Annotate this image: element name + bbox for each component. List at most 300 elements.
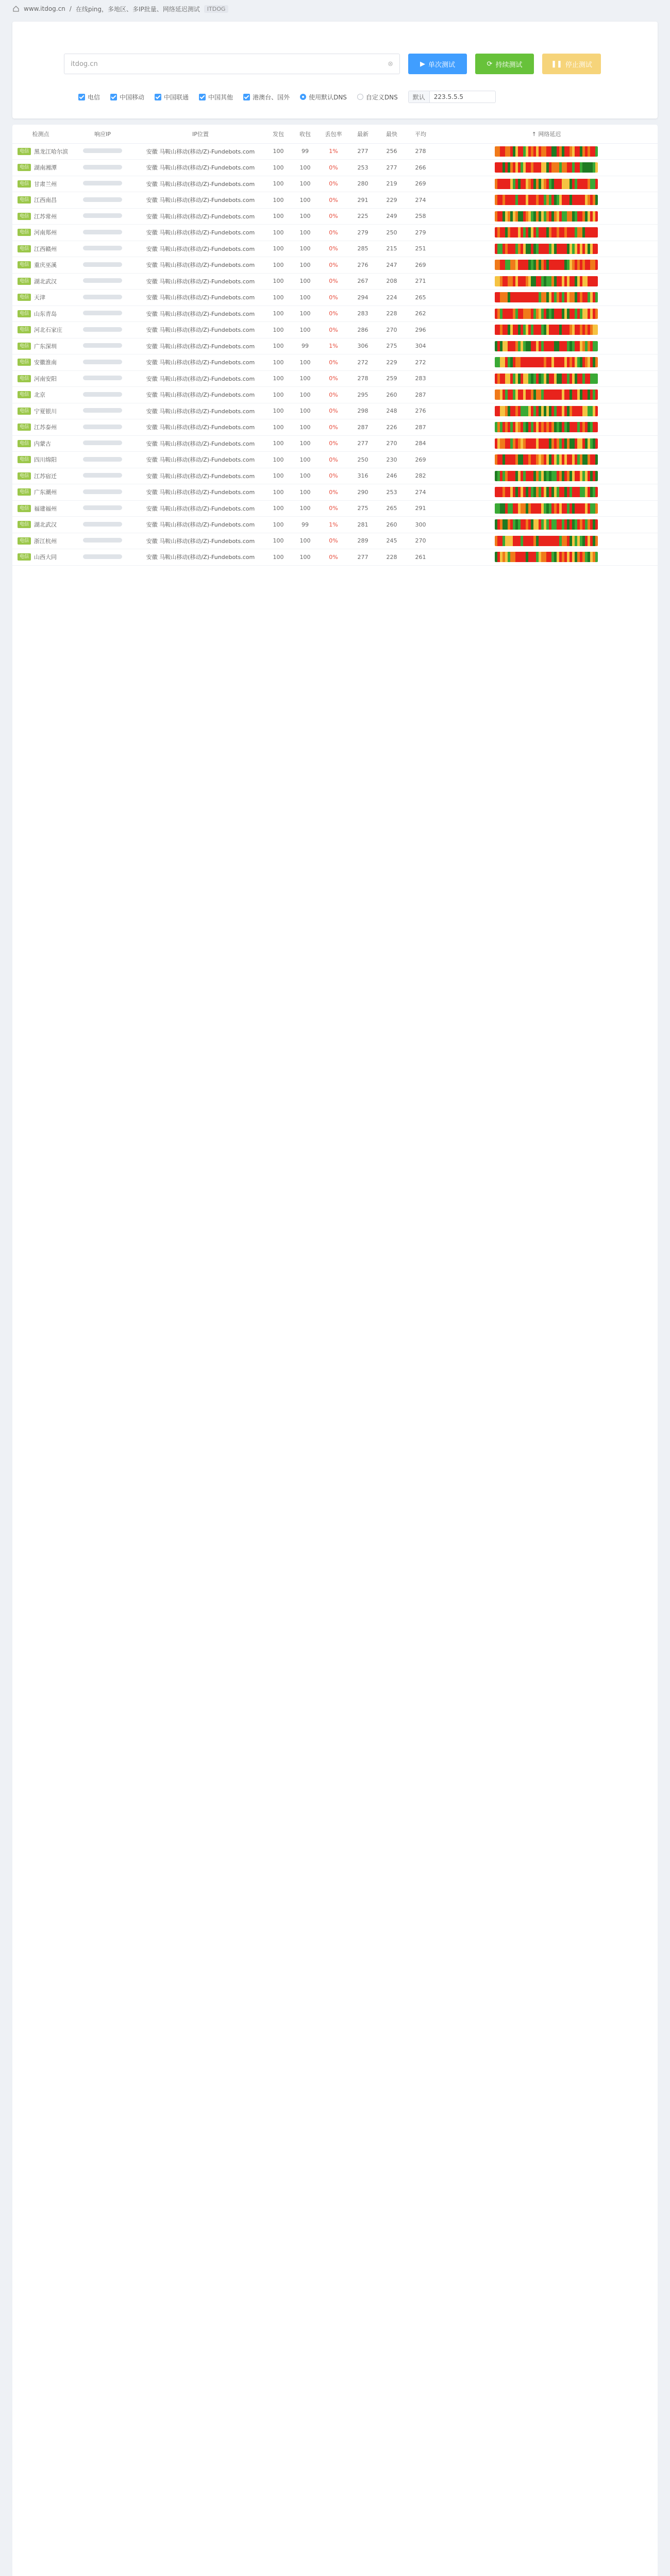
latency-strip[interactable] bbox=[495, 211, 598, 222]
ip-redacted bbox=[83, 278, 122, 283]
ip-redacted bbox=[83, 262, 122, 267]
isp-badge: 电信 bbox=[18, 278, 31, 285]
cell-ip bbox=[69, 484, 136, 501]
cell-loss: 0% bbox=[319, 306, 348, 322]
latency-sample bbox=[595, 487, 598, 497]
table-row bbox=[12, 387, 658, 403]
cell-min: 228 bbox=[377, 549, 406, 566]
cell-received: 100 bbox=[292, 419, 319, 436]
cell-loss: 0% bbox=[319, 370, 348, 387]
cell-loss: 0% bbox=[319, 452, 348, 468]
ip-redacted bbox=[83, 425, 122, 429]
cell-latency-strip bbox=[435, 208, 658, 225]
cell-min: 230 bbox=[377, 452, 406, 468]
table-row bbox=[12, 208, 658, 225]
cell-ip-location: 安徽 马鞍山移动(移动/Z)-Fundebots.com bbox=[136, 484, 265, 501]
table-row bbox=[12, 435, 658, 452]
location-name: 黑龙江哈尔滨 bbox=[34, 148, 68, 155]
search-input[interactable] bbox=[64, 54, 400, 74]
cell-location bbox=[12, 338, 69, 354]
cell-avg: 269 bbox=[406, 176, 435, 192]
cell-location bbox=[12, 517, 69, 533]
cell-min: 260 bbox=[377, 387, 406, 403]
table-row bbox=[12, 533, 658, 549]
cell-ip-location: 安徽 马鞍山移动(移动/Z)-Fundebots.com bbox=[136, 306, 265, 322]
ip-redacted bbox=[83, 197, 122, 202]
location-name: 浙江杭州 bbox=[34, 537, 57, 545]
cell-latest: 283 bbox=[348, 306, 377, 322]
cell-sent: 100 bbox=[265, 354, 292, 371]
breadcrumb-tag: ITDOG bbox=[204, 5, 229, 13]
dns-field-value: 223.5.5.5 bbox=[433, 93, 464, 100]
filter-mobile[interactable] bbox=[110, 93, 144, 101]
cell-latest: 287 bbox=[348, 419, 377, 436]
cell-latency-strip bbox=[435, 452, 658, 468]
filter-label: 港澳台、国外 bbox=[253, 93, 290, 101]
isp-badge: 电信 bbox=[18, 488, 31, 496]
cell-avg: 304 bbox=[406, 338, 435, 354]
cell-ip bbox=[69, 387, 136, 403]
isp-badge: 电信 bbox=[18, 521, 31, 528]
table-row bbox=[12, 468, 658, 484]
cell-loss: 0% bbox=[319, 403, 348, 419]
table-row bbox=[12, 225, 658, 241]
latency-sample bbox=[595, 179, 598, 189]
cell-ip bbox=[69, 517, 136, 533]
isp-badge: 电信 bbox=[18, 196, 31, 204]
cell-loss: 0% bbox=[319, 257, 348, 274]
table-row bbox=[12, 143, 658, 160]
dns-custom-radio[interactable] bbox=[357, 93, 398, 101]
cell-loss: 0% bbox=[319, 273, 348, 290]
cell-sent: 100 bbox=[265, 176, 292, 192]
cell-latency-strip bbox=[435, 143, 658, 160]
cell-latest: 277 bbox=[348, 549, 377, 566]
cell-avg: 279 bbox=[406, 225, 435, 241]
cell-sent: 100 bbox=[265, 160, 292, 176]
table-row bbox=[12, 370, 658, 387]
latency-sample bbox=[595, 195, 598, 205]
col-header-latency[interactable]: ↑ 网络延迟 bbox=[435, 125, 658, 143]
location-name: 重庆巫溪 bbox=[34, 262, 57, 269]
cell-min: 228 bbox=[377, 306, 406, 322]
cell-loss: 0% bbox=[319, 176, 348, 192]
latency-strip[interactable] bbox=[495, 552, 598, 562]
cell-min: 247 bbox=[377, 257, 406, 274]
cell-location bbox=[12, 143, 69, 160]
isp-badge: 电信 bbox=[18, 310, 31, 317]
cell-ip-location: 安徽 马鞍山移动(移动/Z)-Fundebots.com bbox=[136, 208, 265, 225]
cell-sent: 100 bbox=[265, 257, 292, 274]
cell-min: 265 bbox=[377, 500, 406, 517]
isp-badge: 电信 bbox=[18, 148, 31, 155]
cell-location bbox=[12, 160, 69, 176]
latency-sample bbox=[595, 146, 598, 157]
cell-latency-strip bbox=[435, 403, 658, 419]
cell-sent: 100 bbox=[265, 419, 292, 436]
cell-latency-strip bbox=[435, 387, 658, 403]
cell-avg: 282 bbox=[406, 468, 435, 484]
cell-avg: 276 bbox=[406, 403, 435, 419]
latency-strip[interactable] bbox=[495, 309, 598, 319]
table-row bbox=[12, 452, 658, 468]
cell-received: 100 bbox=[292, 241, 319, 257]
col-header-ip[interactable]: 响应IP bbox=[69, 125, 136, 143]
cell-latest: 225 bbox=[348, 208, 377, 225]
cell-latency-strip bbox=[435, 338, 658, 354]
isp-badge: 电信 bbox=[18, 456, 31, 463]
filter-unicom[interactable] bbox=[155, 93, 189, 101]
latency-strip[interactable] bbox=[495, 357, 598, 367]
cell-received: 100 bbox=[292, 225, 319, 241]
continuous-test-button[interactable] bbox=[475, 54, 534, 74]
cell-location bbox=[12, 435, 69, 452]
cell-received: 100 bbox=[292, 500, 319, 517]
location-name: 湖北武汉 bbox=[34, 521, 57, 529]
cell-avg: 274 bbox=[406, 192, 435, 209]
cell-min: 245 bbox=[377, 533, 406, 549]
cell-location bbox=[12, 322, 69, 338]
cell-sent: 100 bbox=[265, 306, 292, 322]
latency-strip[interactable] bbox=[495, 292, 598, 302]
latency-sample bbox=[595, 422, 598, 432]
cell-avg: 262 bbox=[406, 306, 435, 322]
cell-ip bbox=[69, 306, 136, 322]
single-test-label: 单次测试 bbox=[428, 60, 455, 69]
latency-strip[interactable] bbox=[495, 536, 598, 546]
cell-ip-location: 安徽 马鞍山移动(移动/Z)-Fundebots.com bbox=[136, 500, 265, 517]
filter-telecom[interactable] bbox=[78, 93, 100, 101]
cell-min: 250 bbox=[377, 225, 406, 241]
cell-avg: 270 bbox=[406, 533, 435, 549]
table-row bbox=[12, 500, 658, 517]
cell-ip-location: 安徽 马鞍山移动(移动/Z)-Fundebots.com bbox=[136, 290, 265, 306]
cell-min: 208 bbox=[377, 273, 406, 290]
latency-strip[interactable] bbox=[495, 227, 598, 238]
cell-ip bbox=[69, 322, 136, 338]
stop-test-label: 停止测试 bbox=[565, 60, 592, 69]
latency-sample bbox=[595, 162, 598, 173]
col-header-loss[interactable]: 丢包率 bbox=[319, 125, 348, 143]
cell-ip-location: 安徽 马鞍山移动(移动/Z)-Fundebots.com bbox=[136, 403, 265, 419]
cell-ip bbox=[69, 257, 136, 274]
location-name: 安徽淮南 bbox=[34, 359, 57, 366]
cell-latency-strip bbox=[435, 257, 658, 274]
cell-ip-location: 安徽 马鞍山移动(移动/Z)-Fundebots.com bbox=[136, 143, 265, 160]
cell-latency-strip bbox=[435, 517, 658, 533]
location-name: 河北石家庄 bbox=[34, 327, 62, 334]
cell-loss: 0% bbox=[319, 468, 348, 484]
latency-strip[interactable] bbox=[495, 503, 598, 514]
table-header-row bbox=[12, 125, 658, 143]
latency-strip[interactable] bbox=[495, 471, 598, 481]
ip-redacted bbox=[83, 230, 122, 234]
cell-received: 100 bbox=[292, 306, 319, 322]
cell-ip-location: 安徽 马鞍山移动(移动/Z)-Fundebots.com bbox=[136, 160, 265, 176]
breadcrumb bbox=[0, 0, 670, 18]
cell-received: 100 bbox=[292, 257, 319, 274]
isp-badge: 电信 bbox=[18, 375, 31, 382]
filter-label: 电信 bbox=[88, 93, 100, 101]
cell-latest: 279 bbox=[348, 225, 377, 241]
cell-loss: 0% bbox=[319, 354, 348, 371]
latency-sample bbox=[595, 374, 598, 384]
table-row bbox=[12, 484, 658, 501]
table-row bbox=[12, 273, 658, 290]
latency-strip[interactable] bbox=[495, 146, 598, 157]
stop-test-button[interactable] bbox=[542, 54, 601, 74]
cell-ip bbox=[69, 143, 136, 160]
location-name: 河南郑州 bbox=[34, 229, 57, 236]
table-row bbox=[12, 322, 658, 338]
breadcrumb-site[interactable]: www.itdog.cn bbox=[24, 5, 65, 12]
cell-location bbox=[12, 290, 69, 306]
col-header-avg[interactable]: 平均 bbox=[406, 125, 435, 143]
cell-loss: 0% bbox=[319, 290, 348, 306]
col-header-received[interactable]: 收包 bbox=[292, 125, 319, 143]
cell-latest: 277 bbox=[348, 435, 377, 452]
cell-ip-location: 安徽 马鞍山移动(移动/Z)-Fundebots.com bbox=[136, 192, 265, 209]
cell-loss: 0% bbox=[319, 225, 348, 241]
cell-ip-location: 安徽 马鞍山移动(移动/Z)-Fundebots.com bbox=[136, 176, 265, 192]
latency-strip[interactable] bbox=[495, 325, 598, 335]
home-icon[interactable] bbox=[12, 5, 20, 12]
cell-latest: 267 bbox=[348, 273, 377, 290]
cell-latest: 290 bbox=[348, 484, 377, 501]
cell-latest: 306 bbox=[348, 338, 377, 354]
location-name: 山东青岛 bbox=[34, 310, 57, 317]
latency-sample bbox=[595, 276, 598, 286]
single-test-button[interactable] bbox=[408, 54, 467, 74]
cell-loss: 0% bbox=[319, 500, 348, 517]
cell-loss: 0% bbox=[319, 549, 348, 566]
latency-strip[interactable] bbox=[495, 260, 598, 270]
cell-loss: 0% bbox=[319, 387, 348, 403]
cell-received: 99 bbox=[292, 143, 319, 160]
cell-avg: 296 bbox=[406, 322, 435, 338]
table-row bbox=[12, 354, 658, 371]
isp-badge: 电信 bbox=[18, 537, 31, 545]
col-header-location[interactable]: 检测点 bbox=[12, 125, 69, 143]
cell-latest: 253 bbox=[348, 160, 377, 176]
cell-sent: 100 bbox=[265, 370, 292, 387]
cell-sent: 100 bbox=[265, 338, 292, 354]
search-row bbox=[64, 54, 601, 74]
cell-avg: 266 bbox=[406, 160, 435, 176]
cell-location bbox=[12, 257, 69, 274]
cell-latest: 295 bbox=[348, 387, 377, 403]
cell-ip-location: 安徽 马鞍山移动(移动/Z)-Fundebots.com bbox=[136, 419, 265, 436]
isp-badge: 电信 bbox=[18, 553, 31, 561]
cell-avg: 251 bbox=[406, 241, 435, 257]
isp-badge: 电信 bbox=[18, 245, 31, 252]
cell-ip-location: 安徽 马鞍山移动(移动/Z)-Fundebots.com bbox=[136, 322, 265, 338]
cell-latency-strip bbox=[435, 354, 658, 371]
latency-strip[interactable] bbox=[495, 487, 598, 497]
location-name: 江苏泰州 bbox=[34, 424, 57, 431]
cell-ip-location: 安徽 马鞍山移动(移动/Z)-Fundebots.com bbox=[136, 225, 265, 241]
cell-ip bbox=[69, 468, 136, 484]
cell-latest: 298 bbox=[348, 403, 377, 419]
cell-min: 270 bbox=[377, 435, 406, 452]
latency-strip[interactable] bbox=[495, 519, 598, 530]
cell-loss: 1% bbox=[319, 517, 348, 533]
latency-strip[interactable] bbox=[495, 389, 598, 400]
ip-redacted bbox=[83, 311, 122, 315]
latency-strip[interactable] bbox=[495, 244, 598, 254]
latency-strip[interactable] bbox=[495, 438, 598, 449]
filter-other[interactable] bbox=[199, 93, 233, 101]
cell-latency-strip bbox=[435, 322, 658, 338]
cell-latest: 276 bbox=[348, 257, 377, 274]
cell-ip-location: 安徽 马鞍山移动(移动/Z)-Fundebots.com bbox=[136, 517, 265, 533]
cell-ip bbox=[69, 273, 136, 290]
table-row bbox=[12, 403, 658, 419]
location-name: 江苏常州 bbox=[34, 213, 57, 220]
ip-redacted bbox=[83, 554, 122, 559]
cell-location bbox=[12, 549, 69, 566]
cell-ip bbox=[69, 549, 136, 566]
latency-strip[interactable] bbox=[495, 276, 598, 286]
cell-avg: 258 bbox=[406, 208, 435, 225]
cell-min: 226 bbox=[377, 419, 406, 436]
table-row bbox=[12, 160, 658, 176]
location-name: 四川绵阳 bbox=[34, 456, 57, 464]
ip-redacted bbox=[83, 408, 122, 413]
cell-received: 100 bbox=[292, 290, 319, 306]
cell-latest: 294 bbox=[348, 290, 377, 306]
cell-loss: 0% bbox=[319, 322, 348, 338]
latency-strip[interactable] bbox=[495, 422, 598, 432]
cell-avg: 261 bbox=[406, 549, 435, 566]
cell-latency-strip bbox=[435, 225, 658, 241]
cell-ip-location: 安徽 马鞍山移动(移动/Z)-Fundebots.com bbox=[136, 549, 265, 566]
cell-min: 249 bbox=[377, 208, 406, 225]
cell-ip bbox=[69, 533, 136, 549]
latency-sample bbox=[595, 357, 598, 367]
cell-latency-strip bbox=[435, 306, 658, 322]
location-name: 广东潮州 bbox=[34, 489, 57, 496]
cell-ip-location: 安徽 马鞍山移动(移动/Z)-Fundebots.com bbox=[136, 387, 265, 403]
cell-location bbox=[12, 176, 69, 192]
cell-latest: 280 bbox=[348, 176, 377, 192]
cell-loss: 0% bbox=[319, 484, 348, 501]
filter-row bbox=[78, 91, 496, 103]
cell-location bbox=[12, 403, 69, 419]
latency-strip[interactable] bbox=[495, 374, 598, 384]
cell-ip bbox=[69, 403, 136, 419]
results-body bbox=[12, 143, 658, 565]
cell-location bbox=[12, 306, 69, 322]
latency-sample bbox=[595, 260, 598, 270]
cell-location bbox=[12, 225, 69, 241]
location-name: 内蒙古 bbox=[34, 440, 51, 447]
cell-received: 100 bbox=[292, 273, 319, 290]
cell-min: 229 bbox=[377, 192, 406, 209]
table-row bbox=[12, 517, 658, 533]
cell-sent: 100 bbox=[265, 290, 292, 306]
latency-sample bbox=[595, 389, 598, 400]
dns-field[interactable] bbox=[408, 91, 496, 103]
col-header-min[interactable]: 最快 bbox=[377, 125, 406, 143]
cell-sent: 100 bbox=[265, 500, 292, 517]
radio-icon bbox=[300, 94, 306, 100]
cell-avg: 278 bbox=[406, 143, 435, 160]
ip-redacted bbox=[83, 295, 122, 299]
cell-received: 100 bbox=[292, 452, 319, 468]
ip-redacted bbox=[83, 489, 122, 494]
latency-strip[interactable] bbox=[495, 179, 598, 189]
results-table bbox=[12, 125, 658, 566]
location-name: 天津 bbox=[34, 294, 45, 301]
breadcrumb-separator: / bbox=[69, 5, 72, 12]
latency-sample bbox=[595, 309, 598, 319]
clear-icon[interactable]: ⊗ bbox=[388, 60, 393, 68]
filter-overseas[interactable] bbox=[243, 93, 290, 101]
cell-loss: 0% bbox=[319, 208, 348, 225]
latency-strip[interactable] bbox=[495, 341, 598, 351]
test-panel bbox=[12, 22, 658, 118]
latency-strip[interactable] bbox=[495, 406, 598, 416]
col-header-ip-location[interactable]: IP位置 bbox=[136, 125, 265, 143]
cell-ip bbox=[69, 192, 136, 209]
col-header-latest[interactable]: 最新 bbox=[348, 125, 377, 143]
cell-sent: 100 bbox=[265, 517, 292, 533]
cell-latest: 272 bbox=[348, 354, 377, 371]
continuous-test-label: 持续测试 bbox=[495, 60, 523, 69]
col-header-sent[interactable]: 发包 bbox=[265, 125, 292, 143]
cell-latency-strip bbox=[435, 192, 658, 209]
cell-location bbox=[12, 500, 69, 517]
isp-badge: 电信 bbox=[18, 505, 31, 512]
cell-received: 100 bbox=[292, 176, 319, 192]
cell-avg: 300 bbox=[406, 517, 435, 533]
location-name: 江西南昌 bbox=[34, 197, 57, 204]
cell-ip bbox=[69, 500, 136, 517]
cell-ip bbox=[69, 354, 136, 371]
cell-sent: 100 bbox=[265, 452, 292, 468]
latency-sample bbox=[595, 227, 598, 238]
table-row bbox=[12, 257, 658, 274]
cell-avg: 284 bbox=[406, 435, 435, 452]
cell-received: 99 bbox=[292, 338, 319, 354]
cell-min: 248 bbox=[377, 403, 406, 419]
cell-latest: 291 bbox=[348, 192, 377, 209]
play-icon: ▶ bbox=[420, 60, 425, 67]
cell-latest: 316 bbox=[348, 468, 377, 484]
cell-location bbox=[12, 354, 69, 371]
latency-strip[interactable] bbox=[495, 195, 598, 205]
cell-received: 100 bbox=[292, 549, 319, 566]
location-name: 湖北武汉 bbox=[34, 278, 57, 285]
search-value: itdog.cn bbox=[71, 60, 98, 68]
radio-label: 使用默认DNS bbox=[309, 93, 347, 101]
isp-badge: 电信 bbox=[18, 423, 31, 431]
latency-strip[interactable] bbox=[495, 454, 598, 465]
dns-field-label: 默认 bbox=[409, 91, 430, 103]
cell-min: 215 bbox=[377, 241, 406, 257]
cell-latest: 275 bbox=[348, 500, 377, 517]
cell-latency-strip bbox=[435, 160, 658, 176]
cell-avg: 287 bbox=[406, 419, 435, 436]
cell-sent: 100 bbox=[265, 322, 292, 338]
latency-sample bbox=[595, 438, 598, 449]
latency-strip[interactable] bbox=[495, 162, 598, 173]
dns-default-radio[interactable] bbox=[300, 93, 347, 101]
cell-sent: 100 bbox=[265, 435, 292, 452]
cell-loss: 0% bbox=[319, 533, 348, 549]
cell-min: 224 bbox=[377, 290, 406, 306]
